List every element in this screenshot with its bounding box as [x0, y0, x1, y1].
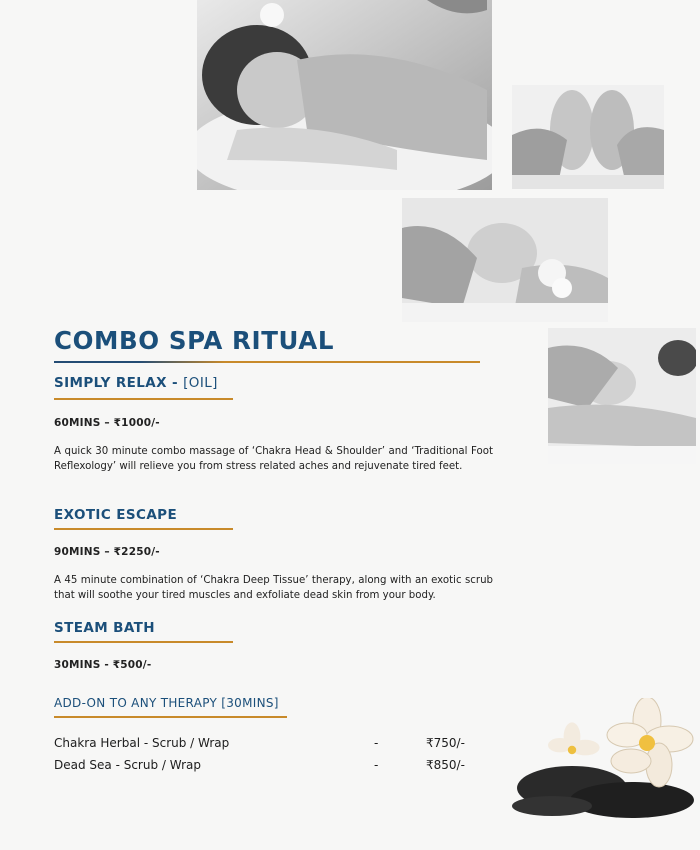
addon-price: ₹750/-	[426, 736, 465, 750]
addon-divider	[54, 716, 287, 718]
frangipani-and-stones-photo	[512, 698, 700, 820]
section-name: STEAM BATH	[54, 620, 155, 636]
addon-dash: -	[374, 736, 379, 750]
section-tag: [OIL]	[183, 375, 218, 391]
section-name: SIMPLY RELAX -	[54, 375, 179, 391]
section-divider	[54, 398, 233, 400]
section-description: A 45 minute combination of ‘Chakra Deep Tissue’ therapy, along with an exotic scrub that will soothe your tired muscles and exfoliate dead skin from your body.	[54, 575, 493, 601]
section-title-simply-relax	[54, 375, 218, 391]
addon-name: Chakra Herbal - Scrub / Wrap	[54, 736, 230, 750]
section-price: 60MINS – ₹1000/-	[54, 417, 160, 429]
section-divider	[54, 528, 233, 530]
section-title-steam-bath	[54, 620, 155, 636]
section-divider	[54, 641, 233, 643]
addon-item	[54, 758, 474, 776]
addon-dash: -	[374, 758, 379, 772]
section-price: 90MINS – ₹2250/-	[54, 546, 160, 558]
addon-item	[54, 736, 474, 754]
section-description: A quick 30 minute combo massage of ‘Chakra Head & Shoulder’ and ‘Traditional Foot Reflexology’ will relieve you from stress related aches and rejuvenate tired feet.	[54, 446, 493, 472]
section-price: 30MINS - ₹500/-	[54, 659, 152, 671]
addon-price: ₹850/-	[426, 758, 465, 772]
addon-heading: ADD-ON TO ANY THERAPY [30MINS]	[54, 696, 279, 710]
addon-name: Dead Sea - Scrub / Wrap	[54, 758, 201, 772]
back-massage-photo	[197, 0, 492, 190]
couple-massage-photo	[548, 328, 696, 464]
section-name: EXOTIC ESCAPE	[54, 507, 178, 523]
title-divider	[54, 361, 480, 363]
page-title: COMBO SPA RITUAL	[54, 326, 335, 355]
head-massage-photo	[402, 198, 608, 322]
section-title-exotic-escape	[54, 507, 177, 523]
foot-reflexology-photo	[512, 85, 664, 189]
